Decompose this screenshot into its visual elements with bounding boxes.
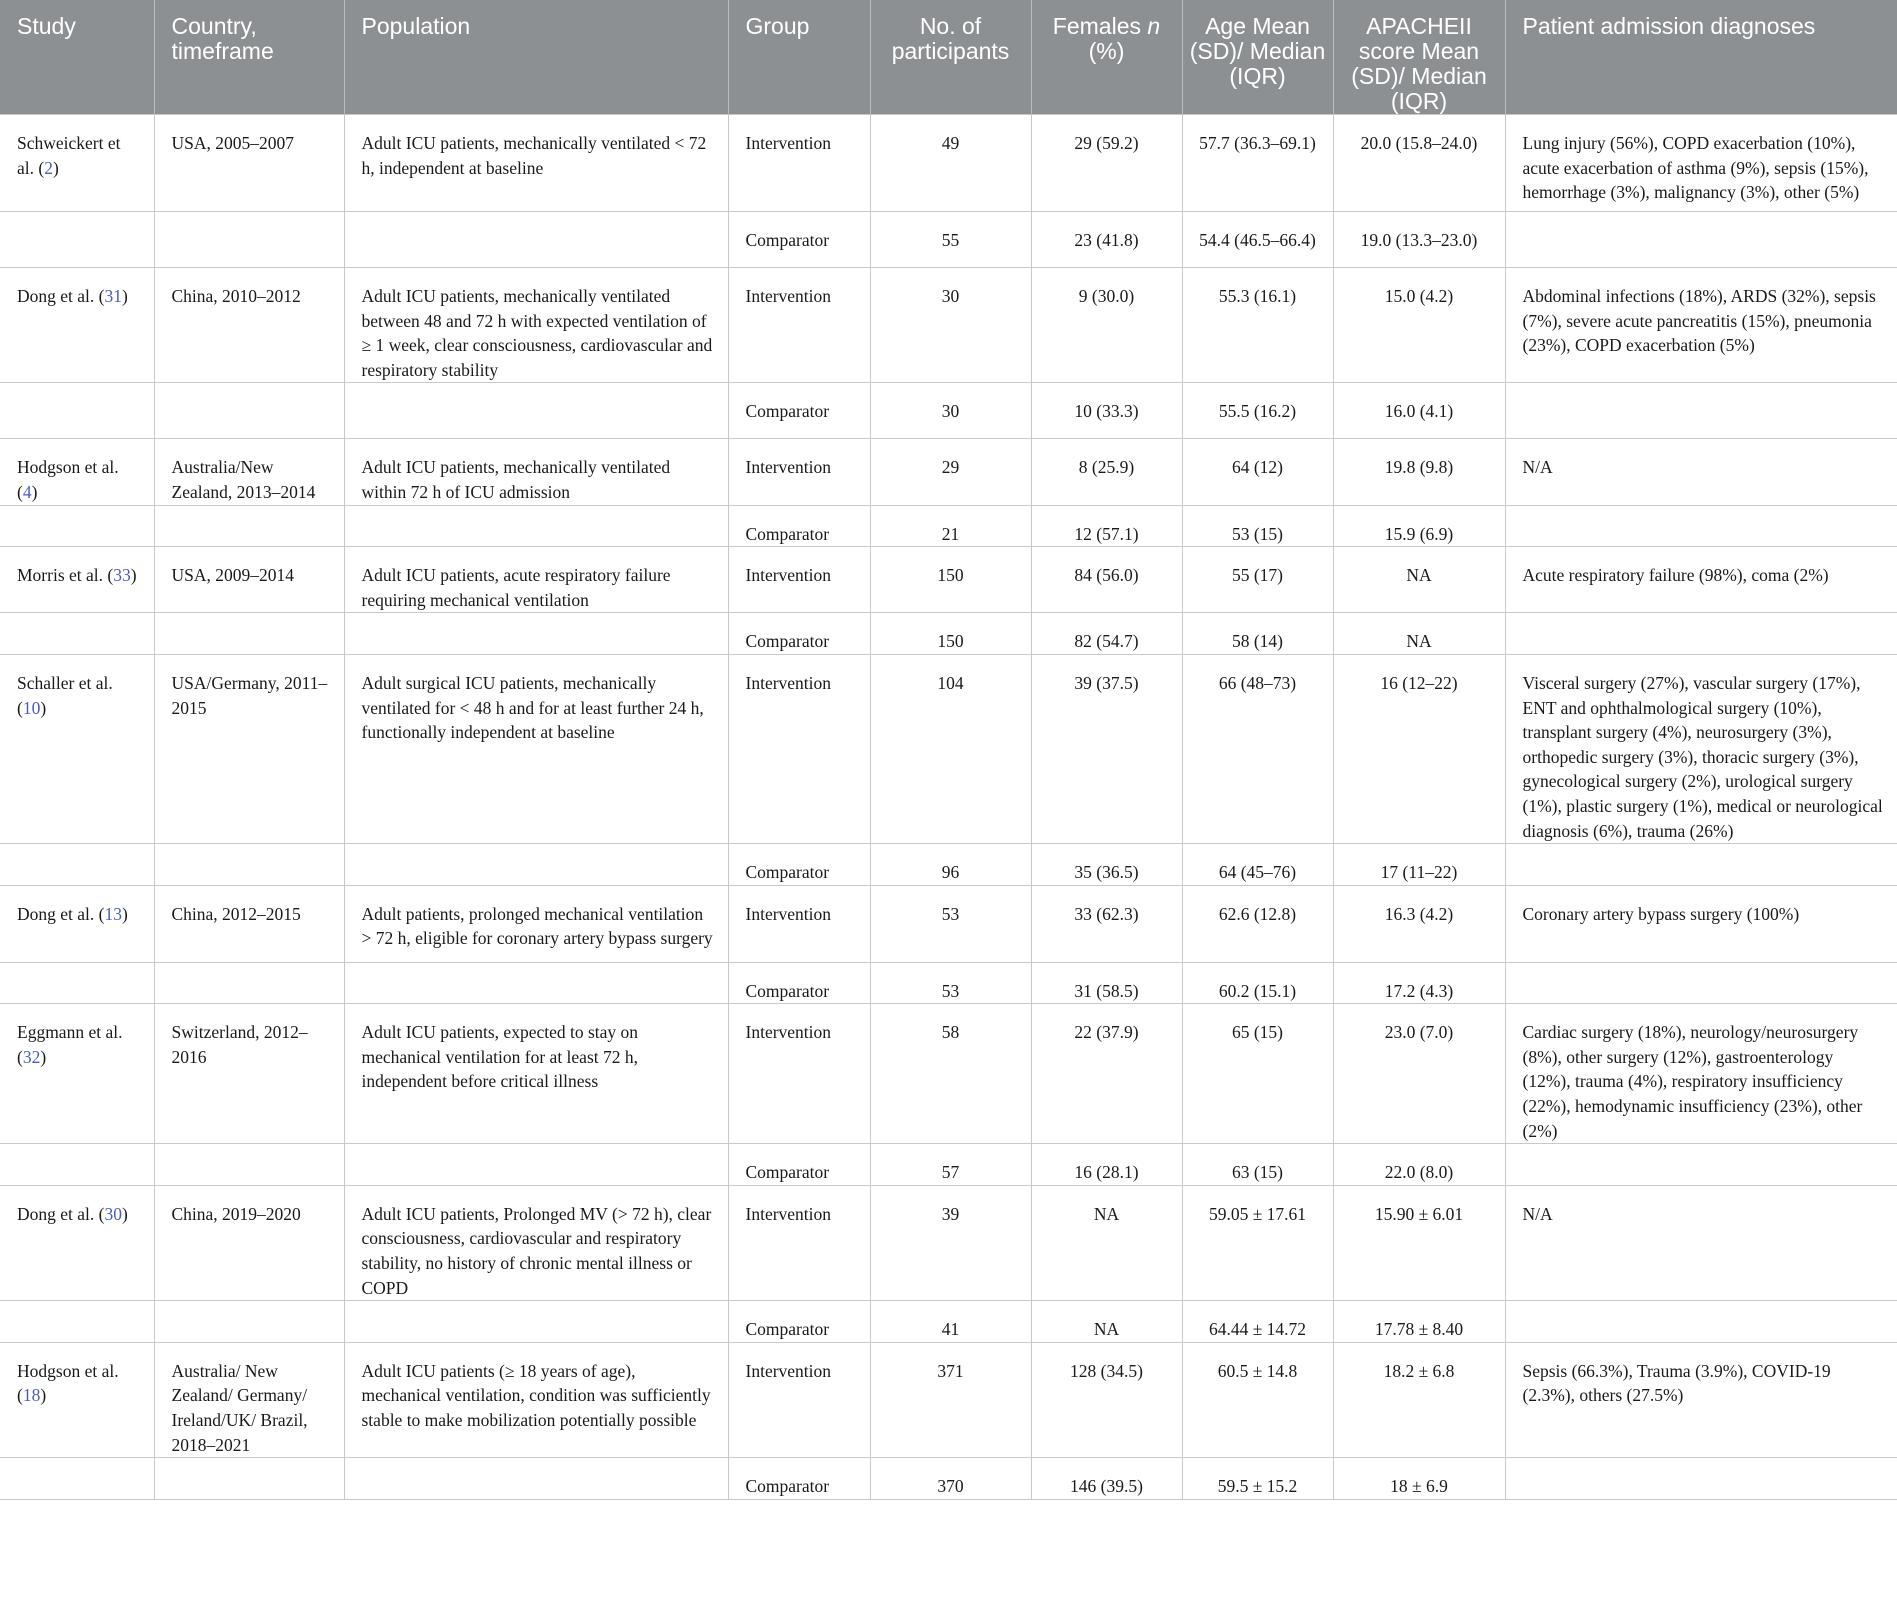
- study-cell: [0, 505, 154, 547]
- header-study: Study: [0, 0, 154, 115]
- diagnoses-cell: [1505, 1458, 1897, 1500]
- table-row: [0, 115, 1897, 212]
- country-cell: [154, 844, 344, 886]
- diagnoses-cell: Abdominal infections (18%), ARDS (32%), sepsis (7%), severe acute pancreatitis (15%), pneumonia (23%), COPD exacerbation (5%): [1505, 268, 1897, 383]
- age-cell: 54.4 (46.5–66.4): [1182, 212, 1333, 268]
- table-row: [0, 1185, 1897, 1300]
- study-cell: [0, 383, 154, 439]
- population-cell: [344, 1144, 728, 1186]
- group-cell: Comparator: [728, 1458, 870, 1500]
- age-cell: 55 (17): [1182, 547, 1333, 613]
- participants-cell: 57: [870, 1144, 1031, 1186]
- country-cell: USA, 2005–2007: [154, 115, 344, 212]
- population-cell: [344, 212, 728, 268]
- country-cell: [154, 383, 344, 439]
- age-cell: 57.7 (36.3–69.1): [1182, 115, 1333, 212]
- population-cell: Adult ICU patients, expected to stay on mechanical ventilation for at least 72 h, independent before critical illness: [344, 1004, 728, 1144]
- country-cell: Australia/ New Zealand/ Germany/ Ireland/UK/ Brazil, 2018–2021: [154, 1342, 344, 1457]
- diagnoses-cell: N/A: [1505, 439, 1897, 505]
- header-apache: APACHEII score Mean (SD)/ Median (IQR): [1333, 0, 1505, 115]
- country-cell: [154, 212, 344, 268]
- diagnoses-cell: Acute respiratory failure (98%), coma (2%): [1505, 547, 1897, 613]
- females-cell: NA: [1031, 1185, 1182, 1300]
- participants-cell: 21: [870, 505, 1031, 547]
- females-cell: 29 (59.2): [1031, 115, 1182, 212]
- reference-link[interactable]: 32: [22, 1046, 41, 1067]
- group-cell: Comparator: [728, 1144, 870, 1186]
- table-row: [0, 383, 1897, 439]
- apache-cell: 16 (12–22): [1333, 654, 1505, 843]
- header-females: Females n (%): [1031, 0, 1182, 115]
- table-row: [0, 1301, 1897, 1343]
- population-cell: Adult surgical ICU patients, mechanically ventilated for < 48 h and for at least further 24 h, functionally independent at baseline: [344, 654, 728, 843]
- country-cell: [154, 613, 344, 655]
- apache-cell: 16.3 (4.2): [1333, 885, 1505, 962]
- study-cell: Eggmann et al. (32): [0, 1004, 154, 1144]
- females-cell: 39 (37.5): [1031, 654, 1182, 843]
- study-cell: Hodgson et al. (4): [0, 439, 154, 505]
- group-cell: Intervention: [728, 654, 870, 843]
- females-cell: 33 (62.3): [1031, 885, 1182, 962]
- population-cell: Adult ICU patients (≥ 18 years of age), mechanical ventilation, condition was sufficiently stable to make mobilization potentially possible: [344, 1342, 728, 1457]
- header-group: Group: [728, 0, 870, 115]
- apache-cell: 23.0 (7.0): [1333, 1004, 1505, 1144]
- group-cell: Intervention: [728, 547, 870, 613]
- age-cell: 63 (15): [1182, 1144, 1333, 1186]
- participants-cell: 39: [870, 1185, 1031, 1300]
- header-country: Country, timeframe: [154, 0, 344, 115]
- diagnoses-cell: [1505, 212, 1897, 268]
- group-cell: Comparator: [728, 962, 870, 1004]
- population-cell: [344, 613, 728, 655]
- participants-cell: 104: [870, 654, 1031, 843]
- table-row: [0, 1342, 1897, 1457]
- age-cell: 58 (14): [1182, 613, 1333, 655]
- group-cell: Intervention: [728, 885, 870, 962]
- population-cell: [344, 1301, 728, 1343]
- age-cell: 66 (48–73): [1182, 654, 1333, 843]
- population-cell: Adult ICU patients, mechanically ventilated within 72 h of ICU admission: [344, 439, 728, 505]
- females-cell: 84 (56.0): [1031, 547, 1182, 613]
- study-cell: [0, 613, 154, 655]
- apache-cell: 15.90 ± 6.01: [1333, 1185, 1505, 1300]
- population-cell: [344, 383, 728, 439]
- header-diagnoses: Patient admission diagnoses: [1505, 0, 1897, 115]
- population-cell: Adult ICU patients, Prolonged MV (> 72 h), clear consciousness, cardiovascular and respiratory stability, no history of chronic mental illness or COPD: [344, 1185, 728, 1300]
- study-cell: [0, 844, 154, 886]
- apache-cell: NA: [1333, 613, 1505, 655]
- table-row: [0, 505, 1897, 547]
- country-cell: China, 2019–2020: [154, 1185, 344, 1300]
- apache-cell: 15.9 (6.9): [1333, 505, 1505, 547]
- reference-link[interactable]: 13: [104, 903, 122, 924]
- participants-cell: 58: [870, 1004, 1031, 1144]
- participants-cell: 41: [870, 1301, 1031, 1343]
- study-cell: [0, 962, 154, 1004]
- reference-link[interactable]: 31: [104, 286, 122, 306]
- study-cell: Dong et al. (30): [0, 1185, 154, 1300]
- group-cell: Intervention: [728, 439, 870, 505]
- apache-cell: 18 ± 6.9: [1333, 1458, 1505, 1500]
- group-cell: Intervention: [728, 115, 870, 212]
- participants-cell: 30: [870, 383, 1031, 439]
- females-cell: 23 (41.8): [1031, 212, 1182, 268]
- study-cell: [0, 1301, 154, 1343]
- participants-cell: 30: [870, 268, 1031, 383]
- table-row: [0, 212, 1897, 268]
- table-row: [0, 654, 1897, 843]
- apache-cell: 15.0 (4.2): [1333, 268, 1505, 383]
- females-cell: 8 (25.9): [1031, 439, 1182, 505]
- reference-link[interactable]: 18: [22, 1385, 41, 1406]
- females-cell: 31 (58.5): [1031, 962, 1182, 1004]
- table-body: [0, 115, 1897, 1500]
- table-row: [0, 844, 1897, 886]
- females-cell: 9 (30.0): [1031, 268, 1182, 383]
- age-cell: 62.6 (12.8): [1182, 885, 1333, 962]
- group-cell: Comparator: [728, 844, 870, 886]
- study-cell: [0, 1458, 154, 1500]
- participants-cell: 371: [870, 1342, 1031, 1457]
- study-cell: Morris et al. (33): [0, 547, 154, 613]
- header-age: Age Mean (SD)/ Median (IQR): [1182, 0, 1333, 115]
- population-cell: Adult patients, prolonged mechanical ventilation > 72 h, eligible for coronary artery bypass surgery: [344, 885, 728, 962]
- group-cell: Intervention: [728, 1185, 870, 1300]
- diagnoses-cell: [1505, 505, 1897, 547]
- country-cell: Australia/New Zealand, 2013–2014: [154, 439, 344, 505]
- females-cell: 128 (34.5): [1031, 1342, 1182, 1457]
- participants-cell: 150: [870, 547, 1031, 613]
- group-cell: Intervention: [728, 268, 870, 383]
- reference-link[interactable]: 2: [44, 157, 53, 178]
- group-cell: Comparator: [728, 383, 870, 439]
- diagnoses-cell: Visceral surgery (27%), vascular surgery (17%), ENT and ophthalmological surgery (10%), transplant surgery (4%), neurosurgery (3%), orthopedic surgery (3%), thoracic surgery (3%), gynecological surgery (2%), urological surgery (1%), plastic surgery (1%), medical or neurological diagnosis (6%), trauma (26%): [1505, 654, 1897, 843]
- country-cell: China, 2010–2012: [154, 268, 344, 383]
- participants-cell: 370: [870, 1458, 1031, 1500]
- group-cell: Comparator: [728, 505, 870, 547]
- population-cell: [344, 962, 728, 1004]
- participants-cell: 29: [870, 439, 1031, 505]
- table-row: [0, 1144, 1897, 1186]
- apache-cell: 17.78 ± 8.40: [1333, 1301, 1505, 1343]
- country-cell: [154, 1301, 344, 1343]
- table-row: [0, 885, 1897, 962]
- apache-cell: 17 (11–22): [1333, 844, 1505, 886]
- diagnoses-cell: [1505, 383, 1897, 439]
- participants-cell: 55: [870, 212, 1031, 268]
- diagnoses-cell: [1505, 613, 1897, 655]
- country-cell: China, 2012–2015: [154, 885, 344, 962]
- country-cell: [154, 1144, 344, 1186]
- diagnoses-cell: Cardiac surgery (18%), neurology/neurosurgery (8%), other surgery (12%), gastroenterology (12%), trauma (4%), respiratory insufficiency (22%), hemodynamic insufficiency (23%), other (2%): [1505, 1004, 1897, 1144]
- diagnoses-cell: Sepsis (66.3%), Trauma (3.9%), COVID-19 (2.3%), others (27.5%): [1505, 1342, 1897, 1457]
- age-cell: 60.5 ± 14.8: [1182, 1342, 1333, 1457]
- reference-link[interactable]: 30: [104, 1203, 122, 1224]
- population-cell: [344, 505, 728, 547]
- reference-link[interactable]: 10: [22, 697, 41, 718]
- group-cell: Comparator: [728, 1301, 870, 1343]
- header-population: Population: [344, 0, 728, 115]
- population-cell: Adult ICU patients, mechanically ventilated between 48 and 72 h with expected ventilation of ≥ 1 week, clear consciousness, cardiovascular and respiratory stability: [344, 268, 728, 383]
- population-cell: [344, 844, 728, 886]
- apache-cell: 20.0 (15.8–24.0): [1333, 115, 1505, 212]
- country-cell: [154, 962, 344, 1004]
- study-cell: Hodgson et al. (18): [0, 1342, 154, 1457]
- diagnoses-cell: N/A: [1505, 1185, 1897, 1300]
- participants-cell: 150: [870, 613, 1031, 655]
- group-cell: Intervention: [728, 1342, 870, 1457]
- females-cell: 10 (33.3): [1031, 383, 1182, 439]
- participants-cell: 53: [870, 885, 1031, 962]
- diagnoses-cell: [1505, 1301, 1897, 1343]
- apache-cell: NA: [1333, 547, 1505, 613]
- country-cell: [154, 1458, 344, 1500]
- diagnoses-cell: [1505, 1144, 1897, 1186]
- population-cell: [344, 1458, 728, 1500]
- age-cell: 55.5 (16.2): [1182, 383, 1333, 439]
- study-cell: Schweickert et al. (2): [0, 115, 154, 212]
- reference-link[interactable]: 4: [22, 481, 32, 502]
- country-cell: USA/Germany, 2011–2015: [154, 654, 344, 843]
- females-cell: 146 (39.5): [1031, 1458, 1182, 1500]
- country-cell: Switzerland, 2012–2016: [154, 1004, 344, 1144]
- diagnoses-cell: Coronary artery bypass surgery (100%): [1505, 885, 1897, 962]
- age-cell: 64 (45–76): [1182, 844, 1333, 886]
- participants-cell: 53: [870, 962, 1031, 1004]
- age-cell: 53 (15): [1182, 505, 1333, 547]
- age-cell: 60.2 (15.1): [1182, 962, 1333, 1004]
- age-cell: 64 (12): [1182, 439, 1333, 505]
- age-cell: 64.44 ± 14.72: [1182, 1301, 1333, 1343]
- group-cell: Comparator: [728, 613, 870, 655]
- table-row: [0, 439, 1897, 505]
- group-cell: Comparator: [728, 212, 870, 268]
- table-row: [0, 962, 1897, 1004]
- apache-cell: 17.2 (4.3): [1333, 962, 1505, 1004]
- age-cell: 65 (15): [1182, 1004, 1333, 1144]
- apache-cell: 19.8 (9.8): [1333, 439, 1505, 505]
- group-cell: Intervention: [728, 1004, 870, 1144]
- diagnoses-cell: [1505, 962, 1897, 1004]
- females-cell: NA: [1031, 1301, 1182, 1343]
- apache-cell: 16.0 (4.1): [1333, 383, 1505, 439]
- study-cell: [0, 212, 154, 268]
- females-cell: 16 (28.1): [1031, 1144, 1182, 1186]
- apache-cell: 22.0 (8.0): [1333, 1144, 1505, 1186]
- apache-cell: 19.0 (13.3–23.0): [1333, 212, 1505, 268]
- table-row: [0, 268, 1897, 383]
- diagnoses-cell: Lung injury (56%), COPD exacerbation (10%), acute exacerbation of asthma (9%), sepsis (15%), hemorrhage (3%), malignancy (3%), other (5%): [1505, 115, 1897, 212]
- participants-cell: 96: [870, 844, 1031, 886]
- females-cell: 22 (37.9): [1031, 1004, 1182, 1144]
- study-cell: Dong et al. (31): [0, 268, 154, 383]
- header-participants: No. of participants: [870, 0, 1031, 115]
- females-cell: 82 (54.7): [1031, 613, 1182, 655]
- study-cell: Schaller et al. (10): [0, 654, 154, 843]
- table-row: [0, 547, 1897, 613]
- females-cell: 35 (36.5): [1031, 844, 1182, 886]
- age-cell: 55.3 (16.1): [1182, 268, 1333, 383]
- apache-cell: 18.2 ± 6.8: [1333, 1342, 1505, 1457]
- population-cell: Adult ICU patients, mechanically ventilated < 72 h, independent at baseline: [344, 115, 728, 212]
- country-cell: [154, 505, 344, 547]
- table-row: [0, 613, 1897, 655]
- table-row: [0, 1458, 1897, 1500]
- study-cell: [0, 1144, 154, 1186]
- participants-cell: 49: [870, 115, 1031, 212]
- country-cell: USA, 2009–2014: [154, 547, 344, 613]
- age-cell: 59.05 ± 17.61: [1182, 1185, 1333, 1300]
- age-cell: 59.5 ± 15.2: [1182, 1458, 1333, 1500]
- population-cell: Adult ICU patients, acute respiratory failure requiring mechanical ventilation: [344, 547, 728, 613]
- diagnoses-cell: [1505, 844, 1897, 886]
- table-row: [0, 1004, 1897, 1144]
- study-cell: Dong et al. (13): [0, 885, 154, 962]
- header-row: [0, 0, 1897, 115]
- reference-link[interactable]: 33: [113, 565, 131, 586]
- females-cell: 12 (57.1): [1031, 505, 1182, 547]
